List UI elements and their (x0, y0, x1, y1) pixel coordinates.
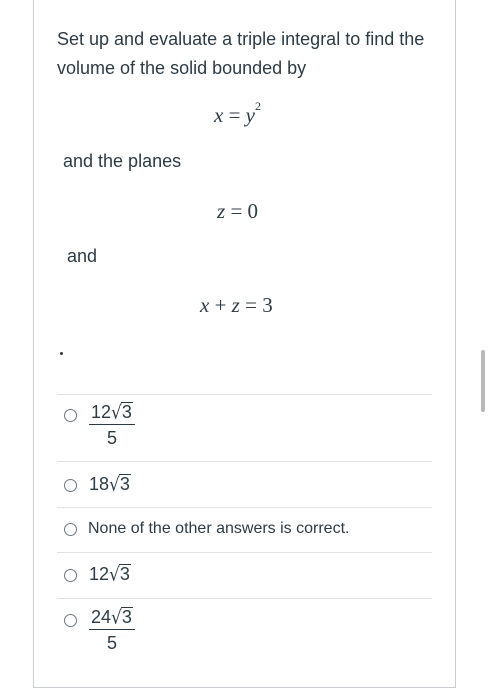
answer-1-fraction[interactable] (89, 402, 135, 449)
plane-equation-2 (200, 293, 273, 318)
answer-4-radicand: 3 (119, 564, 130, 584)
answer-radio-4[interactable] (64, 569, 77, 582)
connector-planes: and the planes (63, 151, 182, 171)
answer-1-coef: 12 (91, 402, 112, 422)
answer-4-label[interactable] (89, 564, 131, 585)
answer-4-coef: 12 (89, 564, 110, 584)
answer-2-label[interactable] (89, 474, 131, 495)
answer-5-coef: 24 (91, 607, 112, 627)
sqrt-symbol: √3 (111, 607, 132, 629)
plane2-op: + (214, 293, 227, 317)
answer-divider (57, 461, 432, 462)
sqrt-symbol: √3 (109, 564, 130, 586)
answer-divider (57, 598, 432, 599)
answer-1-numerator (89, 402, 135, 425)
equation-exponent: 2 (255, 99, 261, 113)
answer-divider (57, 552, 432, 553)
answer-5-fraction[interactable] (89, 607, 135, 654)
trailing-period (60, 352, 63, 355)
answer-radio-1[interactable] (64, 409, 77, 422)
answer-3-label[interactable]: None of the other answers is correct. (88, 520, 350, 537)
answer-2-radicand: 3 (119, 474, 130, 494)
scrollbar-thumb[interactable] (481, 350, 485, 412)
plane1-rhs: 0 (247, 199, 259, 223)
question-prompt: Set up and evaluate a triple integral to find the volume of the solid bounded by (57, 29, 425, 78)
plane2-relation: = (245, 293, 257, 317)
plane2-rhs: 3 (262, 293, 273, 317)
equation-lhs: x (214, 103, 224, 127)
equation-relation: = (228, 103, 241, 127)
answer-5-numerator (89, 607, 135, 630)
answer-divider (57, 394, 432, 395)
plane1-lhs: z (217, 199, 226, 223)
answer-divider (57, 507, 432, 508)
plane2-a: x (200, 293, 210, 317)
answer-5-radicand: 3 (121, 607, 132, 627)
answer-5-denominator: 5 (106, 633, 117, 653)
surface-equation (214, 99, 261, 128)
answer-2-coef: 18 (89, 474, 110, 494)
equation-base: y (245, 103, 255, 127)
sqrt-symbol: √3 (109, 474, 130, 496)
answer-1-radicand: 3 (121, 402, 132, 422)
plane2-b: z (231, 293, 240, 317)
answer-radio-3[interactable] (64, 523, 77, 536)
plane1-relation: = (230, 199, 243, 223)
plane-equation-1 (217, 199, 258, 224)
answer-radio-5[interactable] (64, 614, 77, 627)
answer-radio-2[interactable] (64, 479, 77, 492)
answer-1-denominator: 5 (106, 428, 117, 448)
connector-and: and (67, 246, 98, 266)
sqrt-symbol: √3 (111, 402, 132, 424)
